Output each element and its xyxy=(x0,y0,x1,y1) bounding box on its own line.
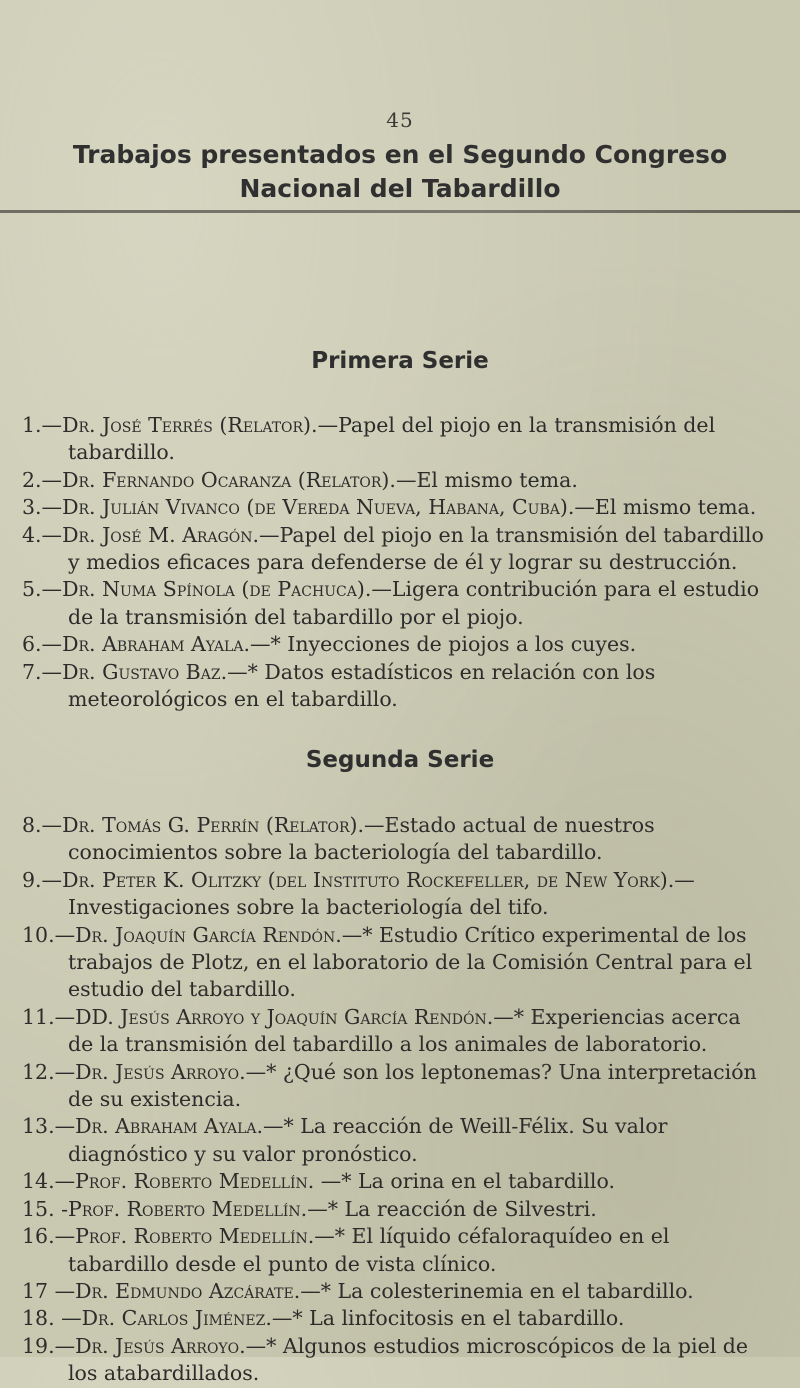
entry-number: 17 — xyxy=(22,1278,76,1303)
list-item xyxy=(0,412,800,467)
list-item xyxy=(0,1333,800,1388)
list-item xyxy=(0,576,800,631)
entry-author: Dr. Fernando Ocaranza (Relator). xyxy=(62,467,396,492)
entry-author: Prof. Roberto Medellín. xyxy=(68,1196,308,1221)
entry-author: Dr. Edmundo Azcárate. xyxy=(75,1278,301,1303)
entry-title: —* Datos estadísticos en relación con los meteorológicos en el tabardillo. xyxy=(68,659,656,712)
entry-number: 1.— xyxy=(22,413,63,437)
entry-number: 9.— xyxy=(22,867,63,892)
entry-author: Dr. Numa Spínola (de Pachuca). xyxy=(62,577,372,602)
entry-author: Dr. José Terrés (Relator). xyxy=(62,413,318,437)
entry-title: —* El líquido céfaloraquídeo en el tabardillo desde el punto de vista clínico. xyxy=(68,1224,670,1276)
entry-number: 11.— xyxy=(22,1004,76,1029)
entry-number: 14.— xyxy=(22,1169,76,1194)
entry-number: 7.— xyxy=(22,659,63,684)
entry-list-segunda-serie xyxy=(0,812,800,1388)
list-item xyxy=(0,1113,800,1168)
entry-title: —Papel del piojo en la transmisión del tabardillo. xyxy=(68,413,716,465)
list-item xyxy=(0,494,800,521)
page-number: 45 xyxy=(386,108,414,132)
list-item xyxy=(0,867,800,922)
list-item xyxy=(0,1004,800,1059)
entry-author: Dr. Carlos Jiménez. xyxy=(81,1306,272,1331)
entry-number: 2.— xyxy=(22,467,63,492)
entry-number: 4.— xyxy=(22,522,63,547)
entry-author: Dr. Jesús Arroyo. xyxy=(75,1333,246,1358)
entry-number: 18. — xyxy=(22,1306,82,1331)
entry-title: —* ¿Qué son los leptonemas? Una interpretación de su existencia. xyxy=(68,1059,757,1112)
entry-author: Dr. Jesús Arroyo. xyxy=(75,1059,246,1084)
entry-title: —* La reacción de Silvestri. xyxy=(307,1196,597,1221)
entry-author: Dr. Joaquín García Rendón. xyxy=(75,922,342,947)
entry-title: —* La reacción de Weill-Félix. Su valor diagnóstico y su valor pronóstico. xyxy=(68,1114,668,1166)
entry-number: 5.— xyxy=(22,577,63,602)
title-rule-divider xyxy=(0,210,800,213)
entry-author: Dr. Tomás G. Perrín (Relator). xyxy=(62,813,365,837)
entry-number: 6.— xyxy=(22,632,63,657)
entry-number: 19.— xyxy=(22,1333,76,1358)
entry-title: —* La colesterinemia en el tabardillo. xyxy=(300,1278,694,1303)
entry-title: —Investigaciones sobre la bacteriología del tifo. xyxy=(68,867,695,920)
entry-author: Dr. Abraham Ayala. xyxy=(75,1114,264,1139)
section-heading-segunda-serie: Segunda Serie xyxy=(305,747,495,773)
entry-number: 10.— xyxy=(22,922,76,947)
entry-number: 3.— xyxy=(22,495,63,520)
entry-list-primera-serie xyxy=(0,412,800,713)
list-item xyxy=(0,1196,800,1223)
list-item xyxy=(0,1059,800,1114)
entry-number: 13.— xyxy=(22,1114,76,1139)
list-item xyxy=(0,1278,800,1305)
entry-number: 8.— xyxy=(22,813,63,837)
entry-title: —El mismo tema. xyxy=(574,495,757,520)
list-item xyxy=(0,467,800,494)
entry-author: DD. Jesús Arroyo y Joaquín García Rendón. xyxy=(75,1004,494,1029)
entry-author: Dr. Gustavo Baz. xyxy=(62,659,228,684)
entry-title: —Estado actual de nuestros conocimientos sobre la bacteriología del tabardillo. xyxy=(68,813,655,865)
entry-author: Dr. Peter K. Olitzky (del Instituto Rockefeller, de New York). xyxy=(62,867,675,892)
entry-title: —El mismo tema. xyxy=(395,467,578,492)
entry-title: —Papel del piojo en la transmisión del tabardillo y medios eficaces para defenderse de él y lograr su destrucción. xyxy=(68,522,764,575)
list-item xyxy=(0,659,800,714)
entry-number: 16.— xyxy=(22,1224,76,1249)
entry-author: Dr. Julián Vivanco (de Vereda Nueva, Habana, Cuba). xyxy=(62,495,575,520)
list-item xyxy=(0,1305,800,1332)
entry-author: Prof. Roberto Medellín. xyxy=(75,1169,315,1194)
entry-title: —Ligera contribución para el estudio de la transmisión del tabardillo por el piojo. xyxy=(68,577,760,629)
page-title: Trabajos presentados en el Segundo Congreso Nacional del Tabardillo xyxy=(72,140,728,203)
list-item xyxy=(0,631,800,658)
entry-title: —* La linfocitosis en el tabardillo. xyxy=(271,1306,625,1331)
list-item xyxy=(0,922,800,1004)
list-item xyxy=(0,1168,800,1195)
entry-author: Prof. Roberto Medellín. xyxy=(75,1224,315,1249)
list-item xyxy=(0,1223,800,1278)
entry-author: Dr. Abraham Ayala. xyxy=(62,632,250,657)
entry-title: —* Inyecciones de piojos a los cuyes. xyxy=(249,632,637,657)
entry-title: —* La orina en el tabardillo. xyxy=(314,1169,615,1194)
entry-title: —* Experiencias acerca de la transmisión del tabardillo a los animales de laboratorio. xyxy=(68,1004,741,1057)
section-heading-primera-serie: Primera Serie xyxy=(311,348,489,374)
entry-author: Dr. José M. Aragón. xyxy=(62,522,260,547)
entry-number: 12.— xyxy=(22,1059,76,1084)
entry-title: —* Estudio Crítico experimental de los trabajos de Plotz, en el laboratorio de la Comisión Central para el estudio del tabardillo. xyxy=(68,922,753,1002)
entry-number: 15. - xyxy=(22,1196,69,1221)
entry-title: —* Algunos estudios microscópicos de la piel de los atabardillados. xyxy=(68,1333,749,1386)
list-item xyxy=(0,522,800,577)
list-item xyxy=(0,812,800,867)
